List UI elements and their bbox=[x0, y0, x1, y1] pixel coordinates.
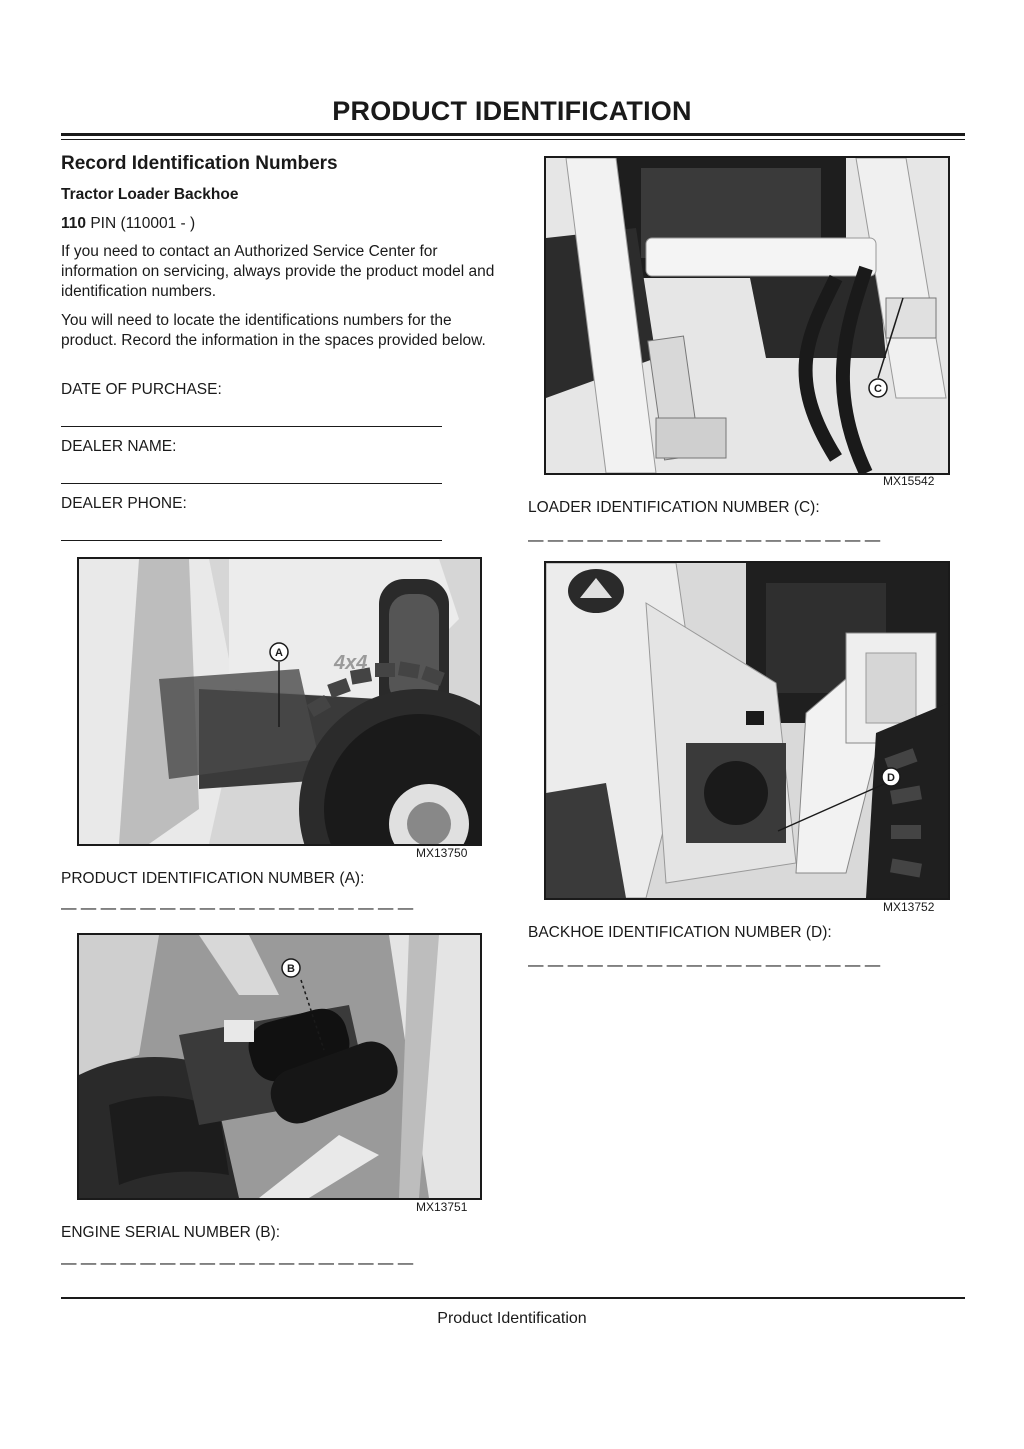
dealer-name-label: DEALER NAME: bbox=[61, 438, 177, 455]
callout-d: D bbox=[887, 772, 895, 784]
section-heading: Record Identification Numbers bbox=[61, 153, 338, 174]
title-rule-thin bbox=[61, 139, 965, 140]
pin-text: PIN (110001 - ) bbox=[86, 215, 196, 232]
paragraph-locate: You will need to locate the identifications numbers for the product. Record the information in the spaces provided below. bbox=[61, 312, 486, 349]
page-title: PRODUCT IDENTIFICATION bbox=[332, 96, 692, 126]
backhoe-id-label: BACKHOE IDENTIFICATION NUMBER (D): bbox=[528, 924, 832, 941]
engine-serial-blank[interactable]: — — — — — — — — — — — — — — — — — — bbox=[61, 1255, 414, 1272]
dealer-name-blank[interactable] bbox=[61, 483, 442, 484]
product-id-blank[interactable]: — — — — — — — — — — — — — — — — — — bbox=[61, 900, 414, 917]
callout-a: A bbox=[275, 647, 283, 659]
photo-engine-serial-location bbox=[77, 933, 482, 1200]
badge-4x4: 4x4 bbox=[334, 652, 368, 674]
dealer-phone-blank[interactable] bbox=[61, 540, 442, 541]
paragraph-contact: If you need to contact an Authorized Service Center for information on servicing, always provide the product model and identification numbers. bbox=[61, 243, 495, 300]
loader-id-blank[interactable]: — — — — — — — — — — — — — — — — — — bbox=[528, 532, 881, 549]
footer-rule bbox=[61, 1297, 965, 1299]
pin-line bbox=[61, 214, 501, 234]
date-of-purchase-label: DATE OF PURCHASE: bbox=[61, 381, 222, 398]
callout-b: B bbox=[287, 963, 295, 975]
footer-title: Product Identification bbox=[437, 1310, 587, 1327]
engine-serial-label: ENGINE SERIAL NUMBER (B): bbox=[61, 1224, 281, 1241]
figure-code-c: MX15542 bbox=[883, 474, 935, 488]
figure-code-b: MX13751 bbox=[416, 1200, 468, 1214]
product-id-label: PRODUCT IDENTIFICATION NUMBER (A): bbox=[61, 870, 365, 887]
backhoe-id-blank[interactable]: — — — — — — — — — — — — — — — — — — bbox=[528, 957, 881, 974]
dealer-phone-label: DEALER PHONE: bbox=[61, 495, 187, 512]
subheading: Tractor Loader Backhoe bbox=[61, 186, 239, 203]
loader-id-label: LOADER IDENTIFICATION NUMBER (C): bbox=[528, 499, 820, 516]
callout-c: C bbox=[874, 383, 882, 395]
title-rule-thick bbox=[61, 133, 965, 136]
photo-product-id-location bbox=[77, 557, 482, 846]
photo-loader-id-location bbox=[544, 156, 950, 475]
photo-backhoe-id-location bbox=[544, 561, 950, 900]
figure-code-d: MX13752 bbox=[883, 900, 935, 914]
date-of-purchase-blank[interactable] bbox=[61, 426, 442, 427]
pin-model: 110 bbox=[61, 215, 87, 232]
figure-code-a: MX13750 bbox=[416, 846, 468, 860]
